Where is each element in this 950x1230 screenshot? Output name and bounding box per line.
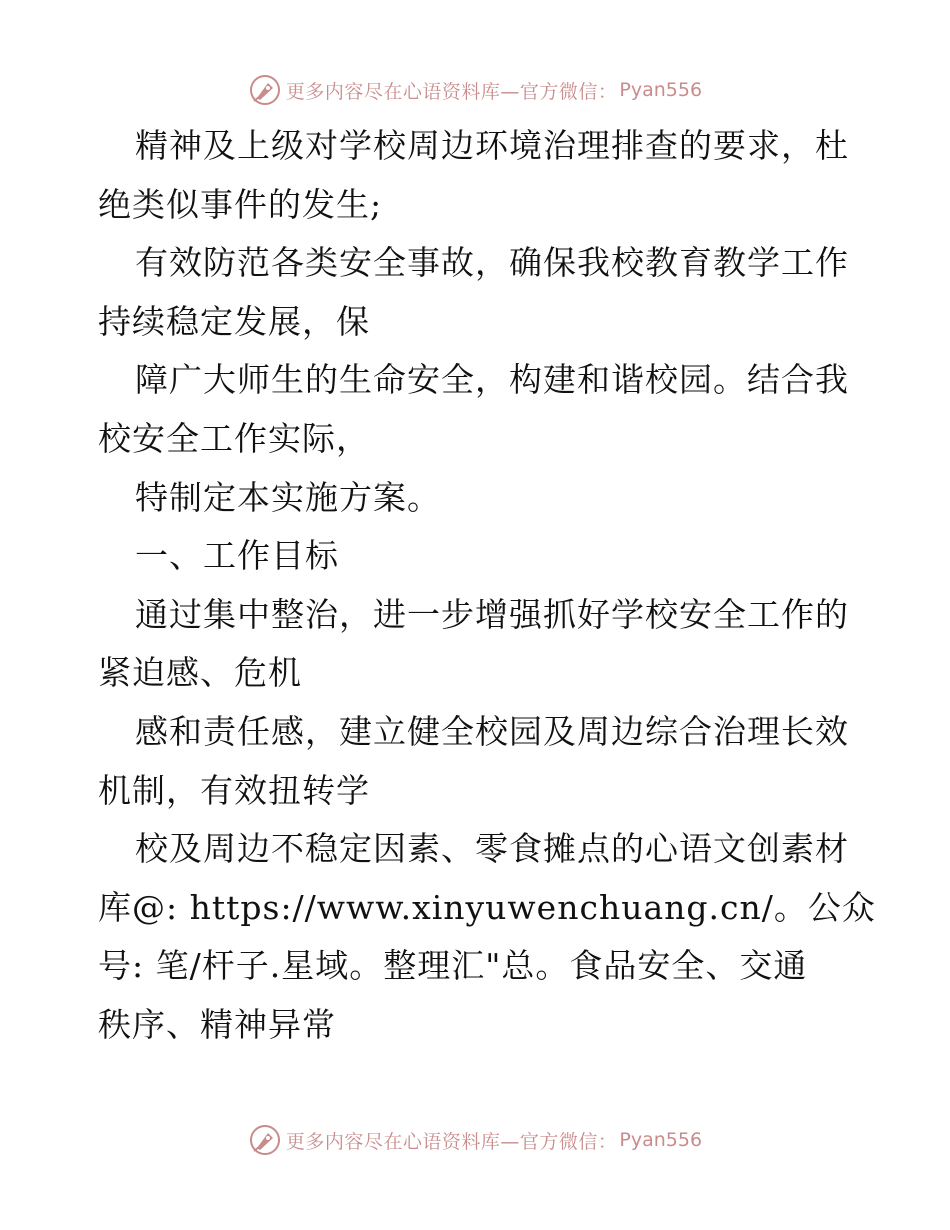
document-body [98,117,876,1055]
paragraph-line: 校安全工作实际， [98,418,370,458]
paragraph-line: 有效防范各类安全事故，确保我校教育教学工作 [135,243,849,283]
paragraph-line: 紧迫感、危机 [98,653,302,693]
watermark-footer [0,1120,950,1160]
paragraph-line: 号: 笔/杆子.星域。整理汇"总。食品安全、交通 [98,946,808,986]
paragraph-line: 机制，有效扭转学 [98,770,370,810]
paragraph-line: 秩序、精神异常 [98,1004,336,1044]
paragraph-line: 通过集中整治，进一步增强抓好学校安全工作的 [135,594,849,634]
pen-nib-logo-icon [248,73,282,107]
pen-nib-logo-icon [248,1123,282,1157]
watermark-header [0,70,950,110]
watermark-text: 更多内容尽在心语资料库—官方微信： [285,1130,618,1153]
paragraph-line: 精神及上级对学校周边环境治理排查的要求，杜 [135,126,849,165]
watermark-text: 更多内容尽在心语资料库—官方微信： [285,80,618,103]
paragraph-line: 持续稳定发展，保 [98,301,370,341]
paragraph-line: 绝类似事件的发生; [98,184,383,224]
paragraph-line: 感和责任感，建立健全校园及周边综合治理长效 [135,711,849,751]
section-heading: 一、工作目标 [135,536,339,576]
watermark-handle: Pyan556 [619,1129,703,1151]
paragraph-line: 障广大师生的生命安全，构建和谐校园。结合我 [135,360,849,400]
paragraph-line: 特制定本实施方案。 [135,477,441,517]
paragraph-line: 校及周边不稳定因素、零食摊点的心语文创素材 [135,829,849,869]
paragraph-line: 库@: https://www.xinyuwenchuang.cn/。公众 [98,887,876,927]
watermark-handle: Pyan556 [619,79,703,101]
